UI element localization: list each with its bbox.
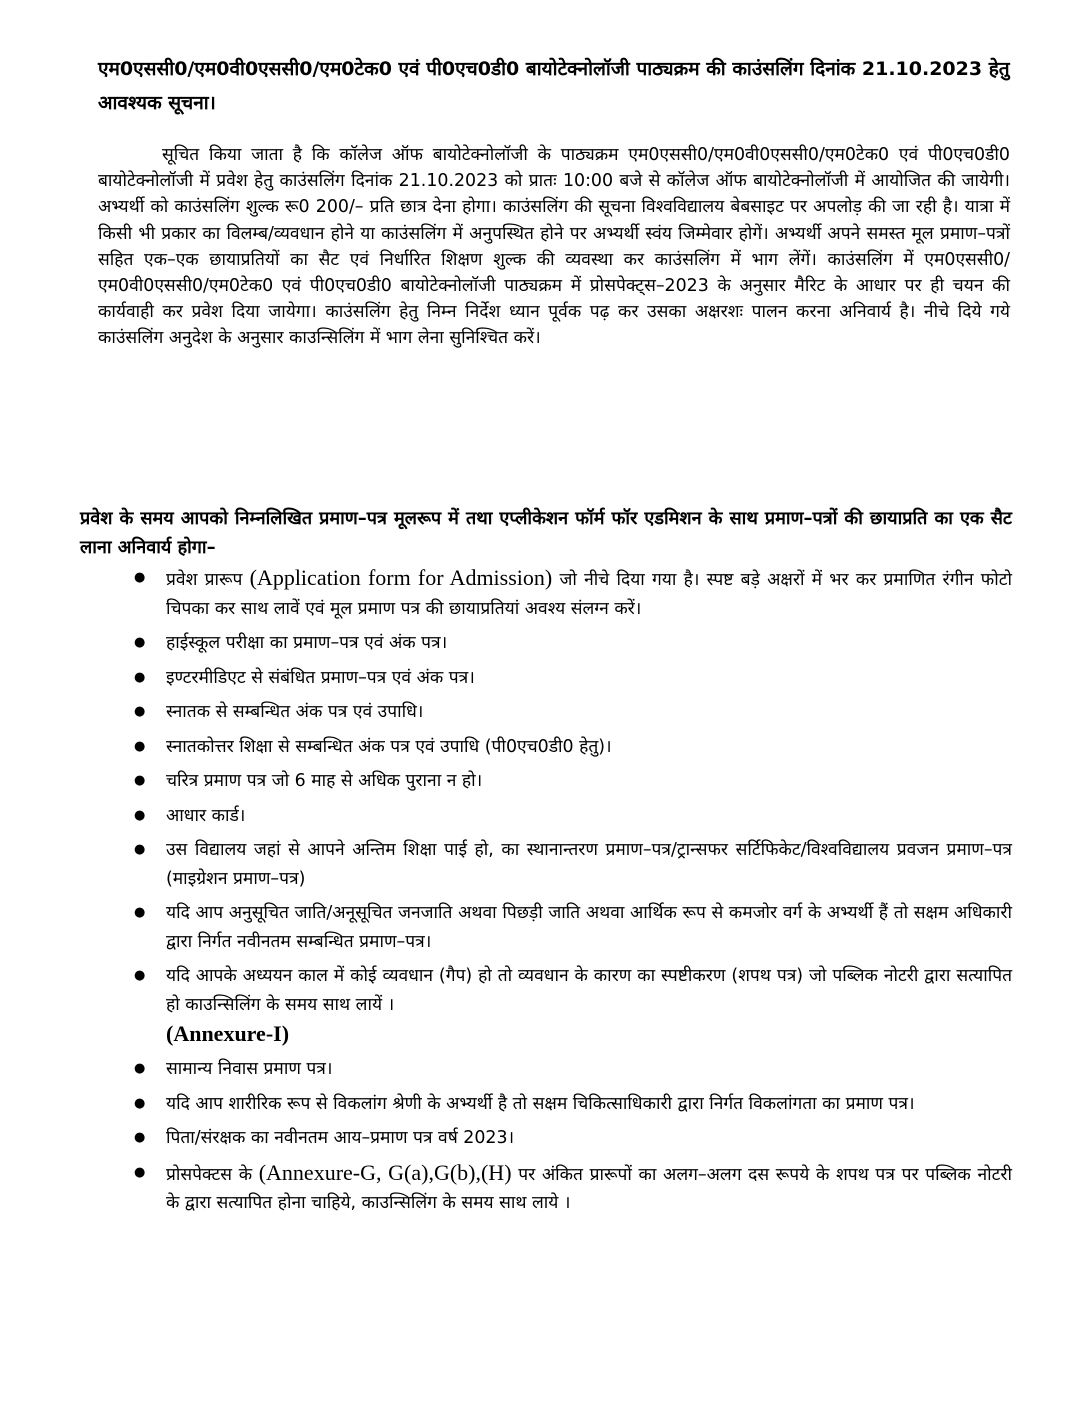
list-item: ● स्नातक से सम्बन्धित अंक पत्र एवं उपाधि। [132,698,1012,727]
annexure-label: (Annexure-I) [166,1021,290,1046]
list-item: ● चरित्र प्रमाण पत्र जो 6 माह से अधिक पुराना न हो। [132,767,1012,796]
list-item: ● यदि आप अनुसूचित जाति/अनूसूचित जनजाति अथवा पिछड़ी जाति अथवा आर्थिक रूप से कमजोर वर्ग के अभ्यर्थी हैं तो सक्षम अधिकारी द्वारा निर्गत नवीनतम सम्बन्धित प्रमाण–पत्र। [132,899,1012,956]
list-item: ● इण्टरमीडिएट से संबंधित प्रमाण–पत्र एवं अंक पत्र। [132,664,1012,693]
list-item: ● यदि आपके अध्ययन काल में कोई व्यवधान (गैप) हो तो व्यवधान के कारण का स्पष्टीकरण (शपथ पत्र) जो पब्लिक नोटरी द्वारा सत्यापित हो काउन्सिलिंग के समय साथ लायें । (Annexure-I) [132,962,1012,1049]
documents-required-heading: प्रवेश के समय आपको निम्नलिखित प्रमाण–पत्र मूलरूप में तथा एप्लीकेशन फॉर्म फॉर एडमिशन के साथ प्रमाण–पत्रों की छायाप्रति का एक सैट लाना अनिवार्य होगा– [80,508,1012,558]
bullet-icon: ● [134,1164,146,1180]
list-item: ● सामान्य निवास प्रमाण पत्र। [132,1055,1012,1084]
bullet-icon: ● [134,635,146,650]
list-item: ● प्रवेश प्रारूप (Application form for Admission) जो नीचे दिया गया है। स्पष्ट बड़े अक्षरों में भर कर प्रमाणित रंगीन फोटो चिपका कर साथ लावें एवं मूल प्रमाण पत्र की छायाप्रतियां अवश्य संलग्न करें। [134,565,1012,619]
list-item: ● पिता/संरक्षक का नवीनतम आय–प्रमाण पत्र वर्ष 2023। [132,1124,1012,1153]
bullet-icon: ● [134,905,146,920]
list-item: ● आधार कार्ड। [132,802,1012,831]
bullet-icon: ● [134,738,146,754]
bullet-icon: ● [134,1095,146,1111]
bullet-icon: ● [134,704,146,719]
documents-list [132,564,1012,1224]
list-item: ● हाईस्कूल परीक्षा का प्रमाण–पत्र एवं अंक पत्र। [132,629,1012,658]
list-item: ● स्नातकोत्तर शिक्षा से सम्बन्धित अंक पत्र एवं उपाधि (पी0एच0डी0 हेतु)। [132,733,1012,762]
bullet-icon: ● [134,1130,146,1145]
bullet-icon: ● [134,669,146,685]
bullet-icon: ● [134,968,146,983]
list-item: ● उस विद्यालय जहां से आपने अन्तिम शिक्षा पाई हो, का स्थानान्तरण प्रमाण–पत्र/ट्रान्सफर सर्टिफिकेट/विश्वविद्यालय प्रवजन प्रमाण–पत्र (माइग्रेशन प्रमाण–पत्र) [132,836,1012,893]
notice-body: सूचित किया जाता है कि कॉलेज ऑफ बायोटेक्नोलॉजी के पाठ्यक्रम एम0एससी0/एम0वी0एससी0/एम0टेक0 एवं पी0एच0डी0 बायोटेक्नोलॉजी में प्रवेश हेतु काउंसलिंग दिनांक 21.10.2023 को प्रातः 10:00 बजे से कॉलेज ऑफ बायोटेक्नोलॉजी में आयोजित की जायेगी। अभ्यर्थी को काउंसलिंग शुल्क रू0 200/– प्रति छात्र देना होगा। काउंसलिंग की सूचना विश्वविद्यालय बेबसाइट पर अपलोड़ की जा रही है। यात्रा में किसी भी प्रकार का विलम्ब/व्यवधान होने या काउंसलिंग में अनुपस्थित होने पर अभ्यर्थी स्वंय जिम्मेवार होगें। अभ्यर्थी अपने समस्त मूल प्रमाण–पत्रों सहित एक–एक छायाप्रतियों का सैट एवं निर्धारित शिक्षण शुल्क की व्यवस्था कर काउंसलिंग में भाग लेंगें। काउंसलिंग में एम0एससी0/एम0वी0एससी0/एम0टेक0 एवं पी0एच0डी0 बायोटेक्नोलॉजी पाठ्यक्रम में प्रोसपेक्ट्स–2023 के अनुसार मैरिट के आधार पर ही चयन की कार्यवाही कर प्रवेश दिया जायेगा। काउंसलिंग हेतु निम्न निर्देश ध्यान पूर्वक पढ़ कर उसका अक्षरशः पालन करना अनिवार्य है। नीचे दिये गये काउंसलिंग अनुदेश के अनुसार काउन्सिलिंग में भाग लेना सुनिश्चित करें। [98,145,1010,349]
bullet-icon: ● [134,1061,146,1076]
bullet-icon: ● [134,570,146,585]
list-item: ● यदि आप शारीरिक रूप से विकलांग श्रेणी के अभ्यर्थी है तो सक्षम चिकित्साधिकारी द्वारा निर्गत विकलांगता का प्रमाण पत्र। [132,1090,1012,1119]
notice-title: एम0एससी0/एम0वी0एससी0/एम0टेक0 एवं पी0एच0डी0 बायोटेक्नोलॉजी पाठ्यक्रम की काउंसलिंग दिनांक 21.10.2023 हेतु आवश्यक सूचना। [98,58,1010,114]
list-item: ● प्रोसपेक्टस के (Annexure-G, G(a),G(b),(H) पर अंकित प्रारूपों का अलग–अलग दस रूपये के शपथ पत्र पर पब्लिक नोटरी के द्वारा सत्यापित होना चाहिये, काउन्सिलिंग के समय साथ लाये । [134,1159,1012,1213]
bullet-icon: ● [134,807,146,823]
bullet-icon: ● [134,773,146,788]
bullet-icon: ● [134,842,146,857]
